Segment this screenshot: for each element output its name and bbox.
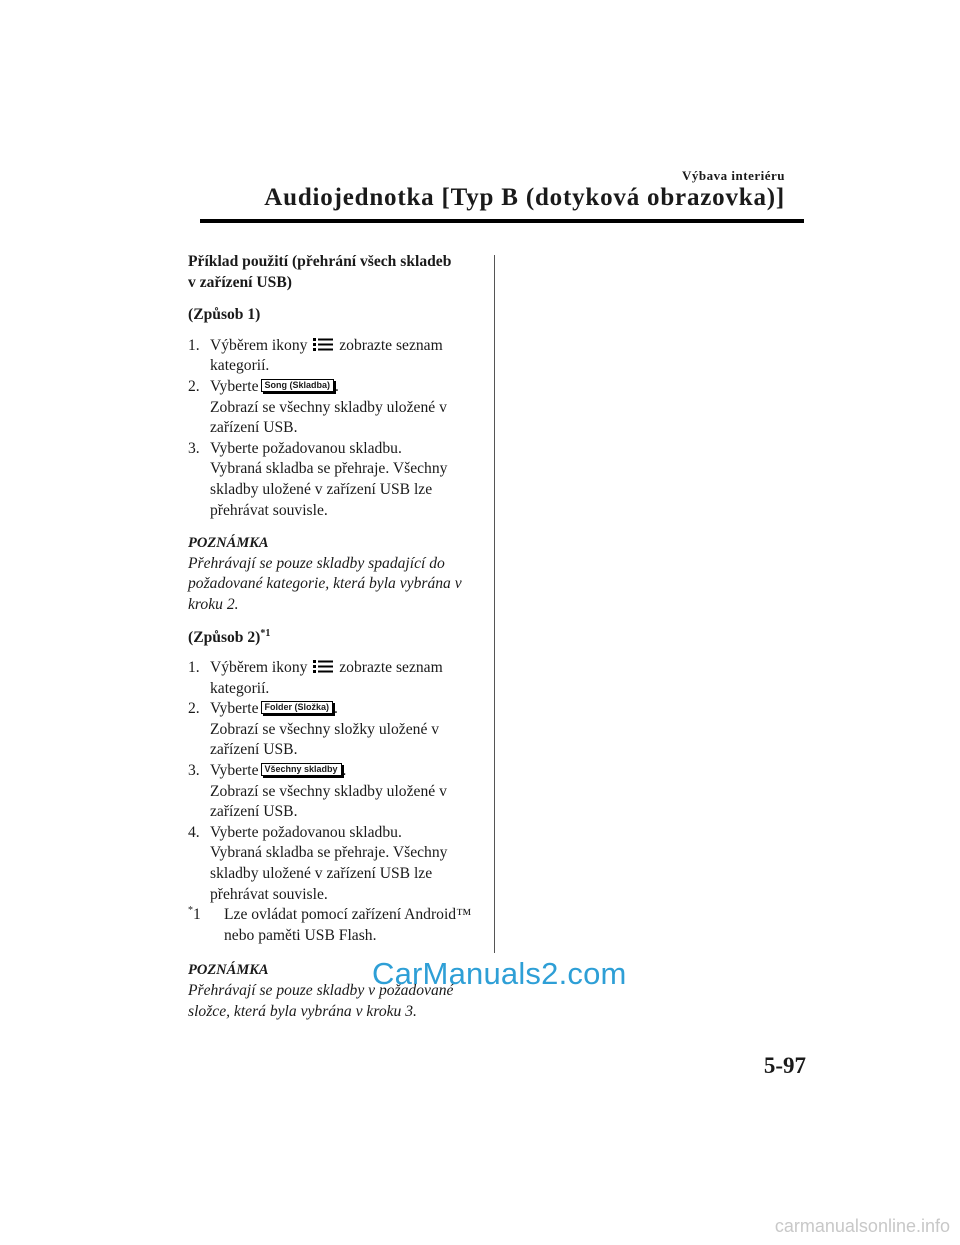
column-divider xyxy=(494,255,495,953)
all-songs-button-image: Všechny skladby xyxy=(261,763,342,776)
list-icon xyxy=(313,337,333,352)
step-number: 1. xyxy=(188,336,200,354)
list-icon xyxy=(313,659,333,674)
method1-title: (Způsob 1) xyxy=(188,306,261,324)
step-text-before: Výběrem ikony xyxy=(210,659,308,677)
step-detail: Vybraná skladba se přehraje. Všechny skladby uložené v zařízení USB lze přehrávat souvisle. xyxy=(210,460,448,519)
method1-step-1 xyxy=(188,336,488,377)
step-number: 2. xyxy=(188,377,200,395)
step-number: 2. xyxy=(188,700,200,718)
step-detail: Zobrazí se všechny skladby uložené v zařízení USB. xyxy=(210,782,447,821)
main-column xyxy=(188,252,488,1022)
note1-text: Přehrávají se pouze skladby spadající do požadované kategorie, která byla vybrána v kroku 2. xyxy=(188,554,462,613)
note2-text: Přehrávají se pouze skladby v požadované složce, která byla vybrána v kroku 3. xyxy=(188,982,454,1020)
footnote-number: 1 xyxy=(193,906,201,924)
footnote-mark xyxy=(188,905,201,926)
method2-step-1 xyxy=(188,658,488,699)
footer-watermark: carmanualsonline.info xyxy=(774,1216,950,1236)
method2-steps xyxy=(188,658,488,905)
example-heading-line1: Příklad použití (přehrání všech skladeb xyxy=(188,253,452,270)
footnote xyxy=(188,905,488,946)
method2-title xyxy=(188,628,488,649)
header-rule xyxy=(200,219,804,223)
step-number: 4. xyxy=(188,823,200,841)
step-text-before: Výběrem ikony xyxy=(210,336,308,354)
step-number: 3. xyxy=(188,439,200,457)
footnote-ref-mark: *1 xyxy=(260,627,271,639)
step-text-before: Vyberte xyxy=(210,762,259,780)
example-heading xyxy=(188,252,488,293)
step-text: Vyberte požadovanou skladbu. xyxy=(210,823,402,841)
step-text-after: zobrazte seznam kategorií. xyxy=(210,659,443,697)
page-number: 5-97 xyxy=(763,1053,806,1078)
step-text-after: . xyxy=(334,700,338,718)
step-text-before: Vyberte xyxy=(210,377,259,395)
footnote-text: Lze ovládat pomocí zařízení Android™ nebo paměti USB Flash. xyxy=(224,906,472,944)
method2-step-2 xyxy=(188,699,488,761)
step-detail: Zobrazí se všechny skladby uložené v zařízení USB. xyxy=(210,398,447,437)
step-number: 3. xyxy=(188,762,200,780)
method2-step-3 xyxy=(188,761,488,823)
method2-title-text: (Způsob 2) xyxy=(188,628,261,646)
step-detail: Zobrazí se všechny složky uložené v zařízení USB. xyxy=(210,720,440,759)
method2-step-4 xyxy=(188,823,488,905)
step-detail: Vybraná skladba se přehraje. Všechny skladby uložené v zařízení USB lze přehrávat souvisle. xyxy=(210,844,448,903)
method1-step-2 xyxy=(188,377,488,439)
watermark-logo: CarManuals2.com xyxy=(372,956,627,991)
method1-step-3 xyxy=(188,439,488,521)
step-text-after: zobrazte seznam kategorií. xyxy=(210,336,443,375)
step-text-after: . xyxy=(335,377,339,395)
method1-steps xyxy=(188,336,488,521)
note1-heading: POZNÁMKA xyxy=(188,535,269,552)
page-title: Audiojednotka [Typ B (dotyková obrazovka)] xyxy=(264,184,785,211)
step-text: Vyberte požadovanou skladbu. xyxy=(210,439,402,457)
example-heading-line2: v zařízení USB) xyxy=(188,273,292,291)
step-number: 1. xyxy=(188,659,200,677)
step-text-after: . xyxy=(342,762,347,780)
footnote-asterisk: * xyxy=(188,905,193,917)
song-button-image: Song (Skladba) xyxy=(261,379,335,392)
header-section-label: Výbava interiéru xyxy=(682,168,785,183)
folder-button-image: Folder (Složka) xyxy=(261,701,334,714)
step-text-before: Vyberte xyxy=(210,700,259,718)
note2-heading: POZNÁMKA xyxy=(188,962,269,979)
